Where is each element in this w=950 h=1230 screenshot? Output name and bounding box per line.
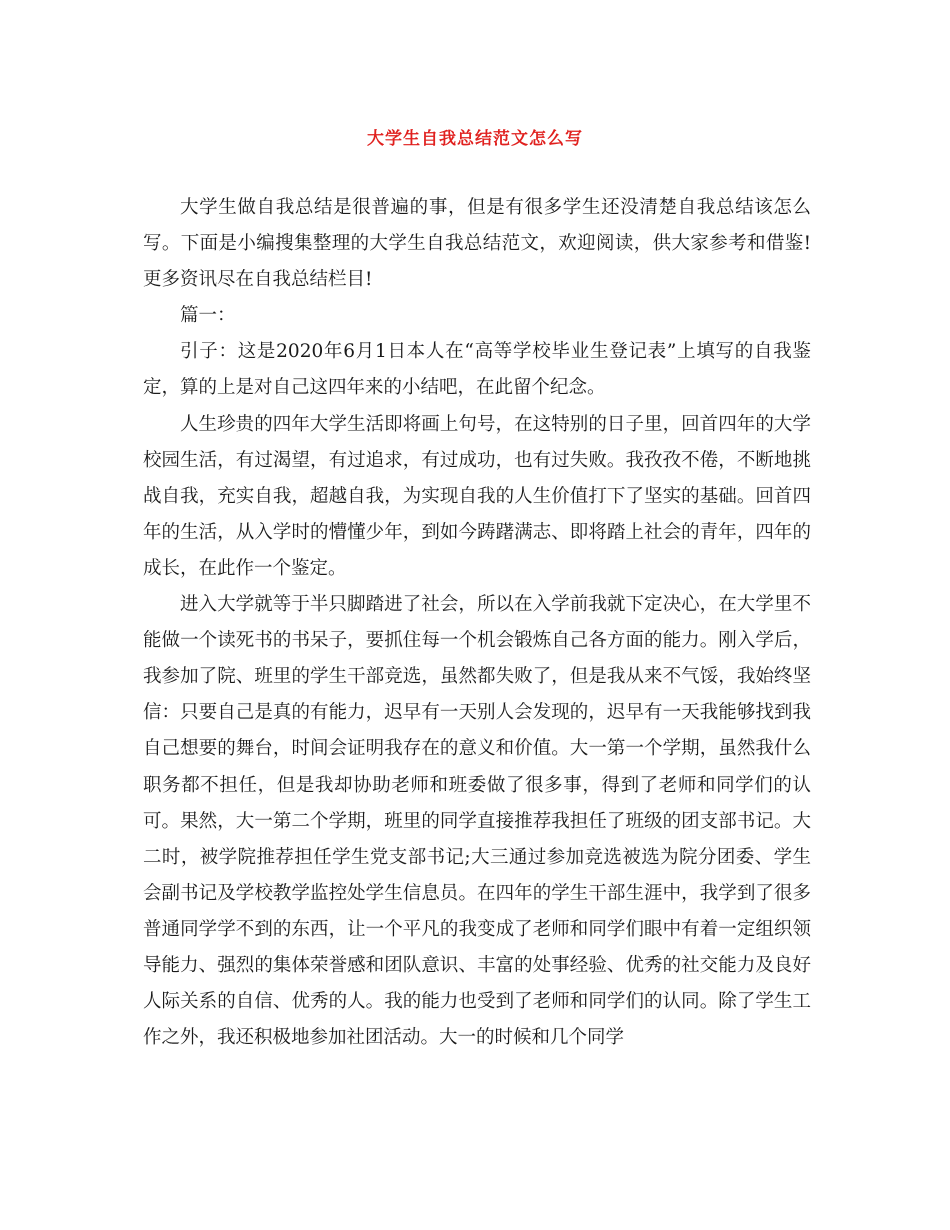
- paragraph-section-heading: 篇一：: [180, 305, 236, 327]
- paragraph-intro: 大学生做自我总结是很普遍的事，但是有很多学生还没清楚自我总结该怎么写。下面是小编搜集整理的大学生自我总结范文，欢迎阅读，供大家参考和借鉴!更多资讯尽在自我总结栏目!: [143, 197, 811, 291]
- paragraph-review: 人生珍贵的四年大学生活即将画上句号，在这特别的日子里，回首四年的大学校园生活，有过渴望，有过追求，有过成功，也有过失败。我孜孜不倦，不断地挑战自我，充实自我，超越自我，为实现自我的人生价值打下了坚实的基础。回首四年的生活，从入学时的懵懂少年，到如今踌躇满志、即将踏上社会的青年，四年的成长，在此作一个鉴定。: [143, 413, 811, 579]
- paragraph-student-work: 进入大学就等于半只脚踏进了社会，所以在入学前我就下定决心，在大学里不能做一个读死书的书呆子，要抓住每一个机会锻炼自己各方面的能力。刚入学后，我参加了院、班里的学生干部竞选，虽然都失败了，但是我从来不气馁，我始终坚信：只要自己是真的有能力，迟早有一天别人会发现的，迟早有一天我能够找到我自己想要的舞台，时间会证明我存在的意义和价值。大一第一个学期，虽然我什么职务都不担任，但是我却协助老师和班委做了很多事，得到了老师和同学们的认可。果然，大一第二个学期，班里的同学直接推荐我担任了班级的团支部书记。大二时，被学院推荐担任学生党支部书记;大三通过参加竞选被选为院分团委、学生会副书记及学校教学监控处学生信息员。在四年的学生干部生涯中，我学到了很多普通同学学不到的东西，让一个平凡的我变成了老师和同学们眼中有着一定组织领导能力、强烈的集体荣誉感和团队意识、丰富的处事经验、优秀的社交能力及良好人际关系的自信、优秀的人。我的能力也受到了老师和同学们的认同。除了学生工作之外，我还积极地参加社团活动。大一的时候和几个同学: [143, 594, 811, 1049]
- paragraph-preface: 引子：这是2020年6月1日本人在“高等学校毕业生登记表”上填写的自我鉴定，算的上是对自己这四年来的小结吧，在此留个纪念。: [143, 341, 811, 399]
- document-body: [143, 190, 811, 1056]
- document-title: 大学生自我总结范文怎么写: [367, 129, 583, 149]
